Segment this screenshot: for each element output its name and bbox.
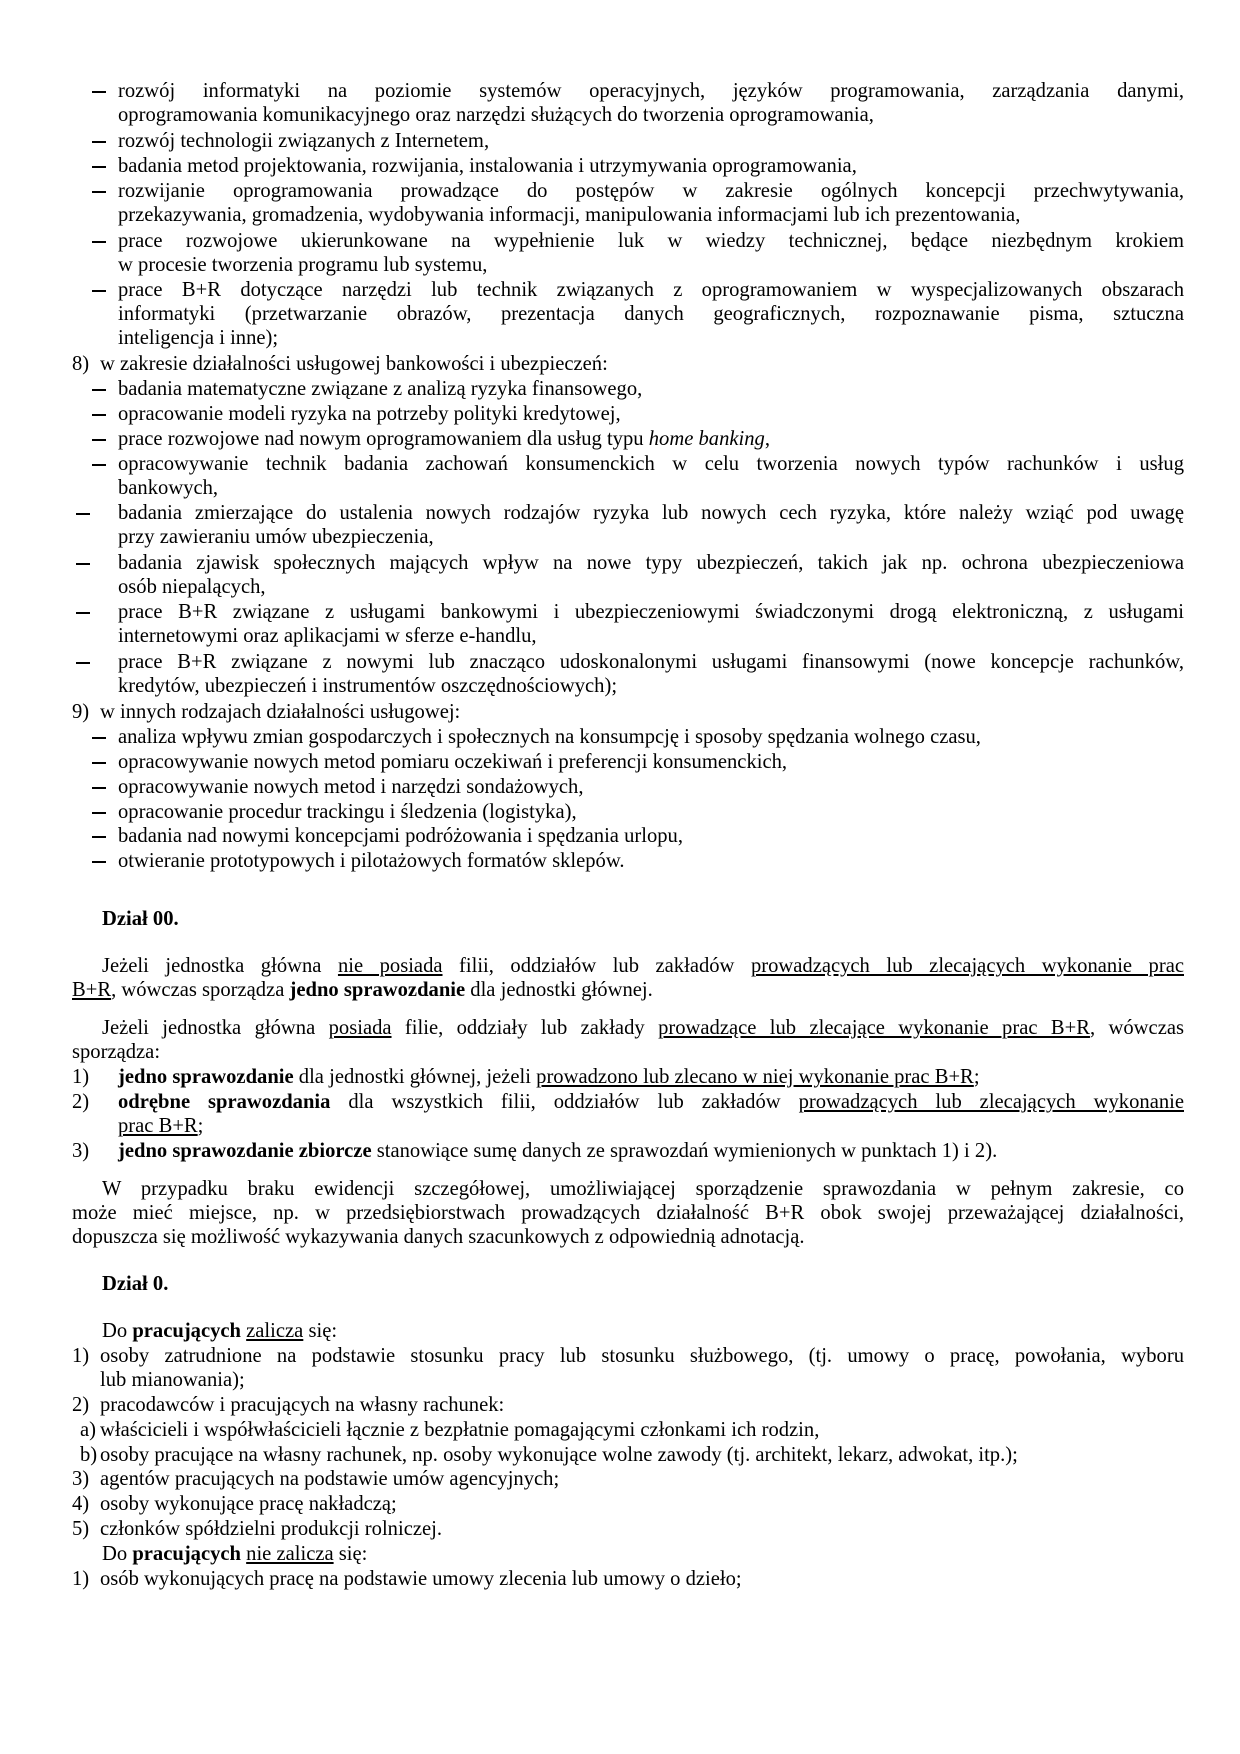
list-number: 2)	[72, 1091, 90, 1113]
list-item: osoby zatrudnione na podstawie stosunku pracy lub stosunku służbowego, (tj. umowy o pracę, powołania, wyboru	[100, 1345, 1184, 1367]
section-number: 8)	[72, 353, 90, 375]
list-item: osób wykonujących pracę na podstawie umowy zlecenia lub umowy o dzieło;	[100, 1568, 742, 1590]
list-item: prace B+R dotyczące narzędzi lub technik związanych z oprogramowaniem w wyspecjalizowanych obszarach	[118, 279, 1184, 301]
paragraph: Jeżeli jednostka główna nie posiada filii, oddziałów lub zakładów prowadzących lub zlecających wykonanie prac	[102, 955, 1184, 977]
list-item-cont: bankowych,	[118, 477, 219, 499]
dash-bullet	[92, 787, 106, 789]
paragraph-cont: może mieć miejsce, np. w przedsiębiorstwach prowadzących działalność B+R obok swojej przeważającej działalności,	[72, 1202, 1184, 1224]
dash-bullet	[92, 166, 106, 168]
list-item: badania matematyczne związane z analizą ryzyka finansowego,	[118, 378, 643, 400]
list-number: 5)	[72, 1518, 90, 1540]
list-item-cont: przy zawieraniu umów ubezpieczenia,	[118, 526, 434, 548]
dash-bullet	[92, 141, 106, 143]
list-item: właścicieli i współwłaścicieli łącznie z bezpłatnie pomagającymi członkami ich rodzin,	[100, 1419, 820, 1441]
list-number: 2)	[72, 1394, 90, 1416]
dash-bullet	[92, 91, 106, 93]
list-item: jedno sprawozdanie zbiorcze stanowiące sumę danych ze sprawozdań wymienionych w punktach 1) i 2).	[118, 1140, 998, 1162]
list-letter: b)	[80, 1444, 98, 1466]
list-item: badania zjawisk społecznych mających wpływ na nowe typy ubezpieczeń, takich jak np. ochrona ubezpieczeniowa	[118, 552, 1184, 574]
list-item-cont: lub mianowania);	[100, 1369, 245, 1391]
dash-bullet	[76, 612, 90, 614]
italic-term: home banking	[648, 428, 765, 450]
list-item: prace B+R związane z usługami bankowymi i ubezpieczeniowymi świadczonymi drogą elektroniczną, z usługami	[118, 601, 1184, 623]
list-number: 3)	[72, 1140, 90, 1162]
list-item: badania zmierzające do ustalenia nowych rodzajów ryzyka lub nowych cech ryzyka, które należy wziąć pod uwagę	[118, 502, 1184, 524]
list-item: opracowywanie nowych metod i narzędzi sondażowych,	[118, 776, 584, 798]
list-item-cont: informatyki (przetwarzanie obrazów, prezentacja danych geograficznych, rozpoznawanie pisma, sztuczna	[118, 303, 1184, 325]
list-item: badania nad nowymi koncepcjami podróżowania i spędzania urlopu,	[118, 825, 684, 847]
section-title: Dział 00.	[102, 908, 179, 930]
list-number: 4)	[72, 1493, 90, 1515]
list-item-cont: oprogramowania komunikacyjnego oraz narzędzi służących do tworzenia oprogramowania,	[118, 104, 874, 126]
list-item: badania metod projektowania, rozwijania, instalowania i utrzymywania oprogramowania,	[118, 155, 857, 177]
list-item: prace B+R związane z nowymi lub znacząco udoskonalonymi usługami finansowymi (nowe koncepcje rachunków,	[118, 651, 1184, 673]
list-letter: a)	[80, 1419, 96, 1441]
list-item: opracowanie modeli ryzyka na potrzeby polityki kredytowej,	[118, 403, 621, 425]
list-item: rozwój technologii związanych z Internetem,	[118, 130, 490, 152]
dash-bullet	[92, 812, 106, 814]
list-item-cont: osób niepalących,	[118, 576, 266, 598]
list-item: opracowanie procedur trackingu i śledzenia (logistyka),	[118, 801, 577, 823]
list-item: agentów pracujących na podstawie umów agencyjnych;	[100, 1468, 560, 1490]
paragraph: W przypadku braku ewidencji szczegółowej, umożliwiającej sporządzenie sprawozdania w pełnym zakresie, co	[102, 1178, 1184, 1200]
list-item: analiza wpływu zmian gospodarczych i społecznych na konsumpcję i sposoby spędzania wolnego czasu,	[118, 726, 981, 748]
dash-bullet	[92, 762, 106, 764]
dash-bullet	[92, 290, 106, 292]
list-item: osoby wykonujące pracę nakładczą;	[100, 1493, 397, 1515]
dash-bullet	[92, 439, 106, 441]
dash-bullet	[76, 513, 90, 515]
list-number: 1)	[72, 1568, 90, 1590]
list-item: członków spółdzielni produkcji rolniczej.	[100, 1518, 442, 1540]
list-item: otwieranie prototypowych i pilotażowych formatów sklepów.	[118, 850, 625, 872]
list-number: 3)	[72, 1468, 90, 1490]
list-item: rozwój informatyki na poziomie systemów operacyjnych, języków programowania, zarządzania danymi,	[118, 80, 1184, 102]
list-item: osoby pracujące na własny rachunek, np. osoby wykonujące wolne zawody (tj. architekt, lekarz, adwokat, itp.);	[100, 1444, 1018, 1466]
section-heading: w innych rodzajach działalności usługowej:	[100, 701, 461, 723]
list-item-cont: w procesie tworzenia programu lub systemu,	[118, 254, 488, 276]
list-item: jedno sprawozdanie dla jednostki głównej, jeżeli prowadzono lub zlecano w niej wykonanie prac B+R;	[118, 1066, 980, 1088]
section-heading: w zakresie działalności usługowej bankowości i ubezpieczeń:	[100, 353, 608, 375]
dash-bullet	[76, 563, 90, 565]
section-title: Dział 0.	[102, 1273, 169, 1295]
dash-bullet	[92, 464, 106, 466]
dash-bullet	[92, 191, 106, 193]
dash-bullet	[92, 861, 106, 863]
dash-bullet	[92, 414, 106, 416]
paragraph: Jeżeli jednostka główna posiada filie, oddziały lub zakłady prowadzące lub zlecające wykonanie prac B+R, wówczas	[102, 1017, 1184, 1039]
dash-bullet	[92, 737, 106, 739]
section-number: 9)	[72, 701, 90, 723]
list-number: 1)	[72, 1345, 90, 1367]
list-item: pracodawców i pracujących na własny rachunek:	[100, 1394, 505, 1416]
paragraph-cont: sporządza:	[72, 1041, 161, 1063]
list-number: 1)	[72, 1066, 90, 1088]
paragraph: Do pracujących nie zalicza się:	[102, 1543, 368, 1565]
list-item: odrębne sprawozdania dla wszystkich filii, oddziałów lub zakładów prowadzących lub zlecających wykonanie	[118, 1091, 1184, 1113]
paragraph-cont: dopuszcza się możliwość wykazywania danych szacunkowych z odpowiednią adnotacją.	[72, 1226, 805, 1248]
list-item-cont: prac B+R;	[118, 1115, 204, 1137]
dash-bullet	[92, 241, 106, 243]
list-item-cont: inteligencja i inne);	[118, 327, 279, 349]
list-item: opracowywanie technik badania zachowań konsumenckich w celu tworzenia nowych typów rachunków i usług	[118, 453, 1184, 475]
list-item: prace rozwojowe nad nowym oprogramowaniem dla usług typu home banking,	[118, 428, 770, 450]
list-item-cont: przekazywania, gromadzenia, wydobywania informacji, manipulowania informacjami lub ich prezentowania,	[118, 204, 1021, 226]
list-item: opracowywanie nowych metod pomiaru oczekiwań i preferencji konsumenckich,	[118, 751, 788, 773]
list-item-cont: kredytów, ubezpieczeń i instrumentów oszczędnościowych);	[118, 675, 618, 697]
list-item: rozwijanie oprogramowania prowadzące do postępów w zakresie ogólnych koncepcji przechwytywania,	[118, 180, 1184, 202]
dash-bullet	[92, 836, 106, 838]
paragraph-cont: B+R, wówczas sporządza jedno sprawozdanie dla jednostki głównej.	[72, 979, 653, 1001]
dash-bullet	[76, 662, 90, 664]
dash-bullet	[92, 389, 106, 391]
list-item-cont: internetowymi oraz aplikacjami w sferze e-handlu,	[118, 625, 537, 647]
paragraph: Do pracujących zalicza się:	[102, 1320, 338, 1342]
list-item: prace rozwojowe ukierunkowane na wypełnienie luk w wiedzy technicznej, będące niezbędnym krokiem	[118, 230, 1184, 252]
